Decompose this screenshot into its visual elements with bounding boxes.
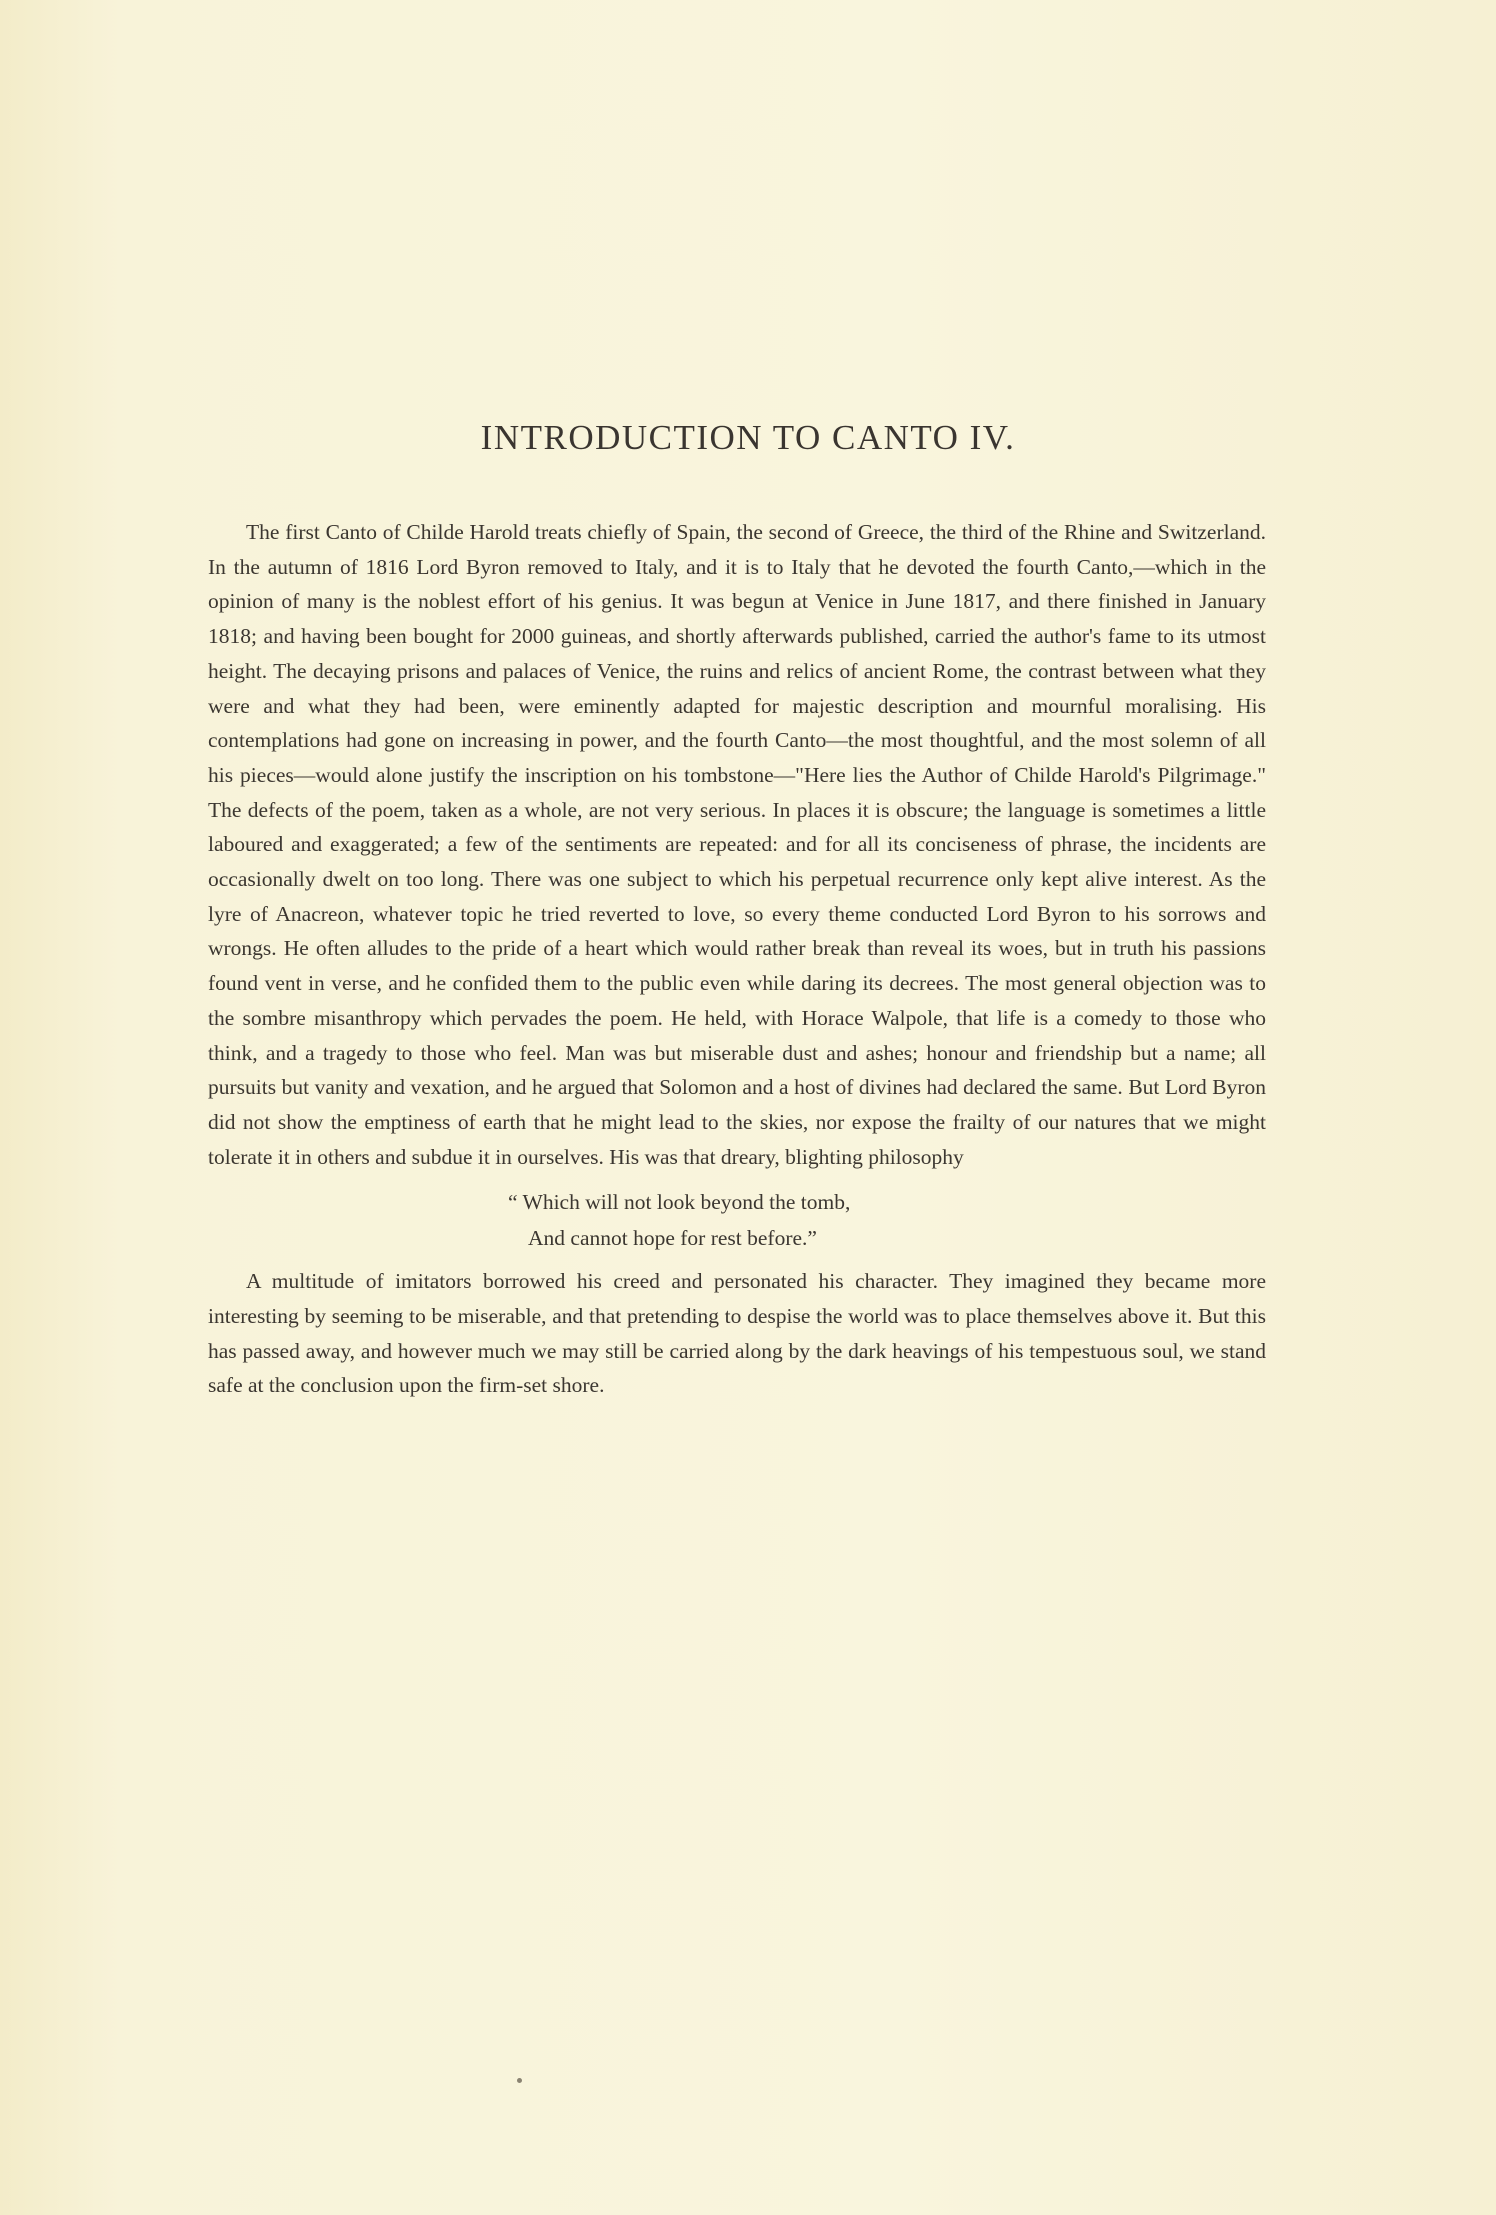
paper-speck [517,2078,522,2083]
paragraph-2: A multitude of imitators borrowed his creed and personated his character. They imagined they became more interesting by seeming to be miserable, and that pretending to despise the world was to place themselves above it. But this has passed away, and however much we may still be carried along by the dark heavings of his tempestuous soul, we stand safe at the conclusion upon the firm-set shore. [208,1269,1266,1398]
verse-quote [208,1184,1266,1256]
paragraph-1: The first Canto of Childe Harold treats chiefly of Spain, the second of Greece, the third of the Rhine and Switzerland. In the autumn of 1816 Lord Byron removed to Italy, and it is to Italy that he devoted the fourth Canto,—which in the opinion of many is the noblest effort of his genius. It was begun at Venice in June 1817, and there finished in January 1818; and having been bought for 2000 guineas, and shortly afterwards published, carried the author's fame to its utmost height. The decaying prisons and palaces of Venice, the ruins and relics of ancient Rome, the contrast between what they were and what they had been, were eminently adapted for majestic description and mournful moralising. His contemplations had gone on increasing in power, and the fourth Canto—the most thoughtful, and the most solemn of all his pieces—would alone justify the inscription on his tombstone—"Here lies the Author of Childe Harold's Pilgrimage." The defects of the poem, taken as a whole, are not very serious. In places it is obscure; the language is sometimes a little laboured and exaggerated; a few of the sentiments are repeated: and for all its conciseness of phrase, the incidents are occasionally dwelt on too long. There was one subject to which his perpetual recurrence only kept alive interest. As the lyre of Anacreon, whatever topic he tried reverted to love, so every theme conducted Lord Byron to his sorrows and wrongs. He often alludes to the pride of a heart which would rather break than reveal its woes, but in truth his passions found vent in verse, and he confided them to the public even while daring its decrees. The most general objection was to the sombre misanthropy which pervades the poem. He held, with Horace Walpole, that life is a comedy to those who think, and a tragedy to those who feel. Man was but miserable dust and ashes; honour and friendship but a name; all pursuits but vanity and vexation, and he argued that Solomon and a host of divines had declared the same. But Lord Byron did not show the emptiness of earth that he might lead to the skies, nor expose the frailty of our natures that we might tolerate it in others and subdue it in ourselves. His was that dreary, blighting philosophy [208,520,1266,1169]
introduction-text [208,515,1266,1403]
quote-line-1: “ Which will not look beyond the tomb, [508,1190,851,1215]
page-title: INTRODUCTION TO CANTO IV. [480,418,1016,457]
quote-line-2: And cannot hope for rest before.” [528,1226,817,1251]
